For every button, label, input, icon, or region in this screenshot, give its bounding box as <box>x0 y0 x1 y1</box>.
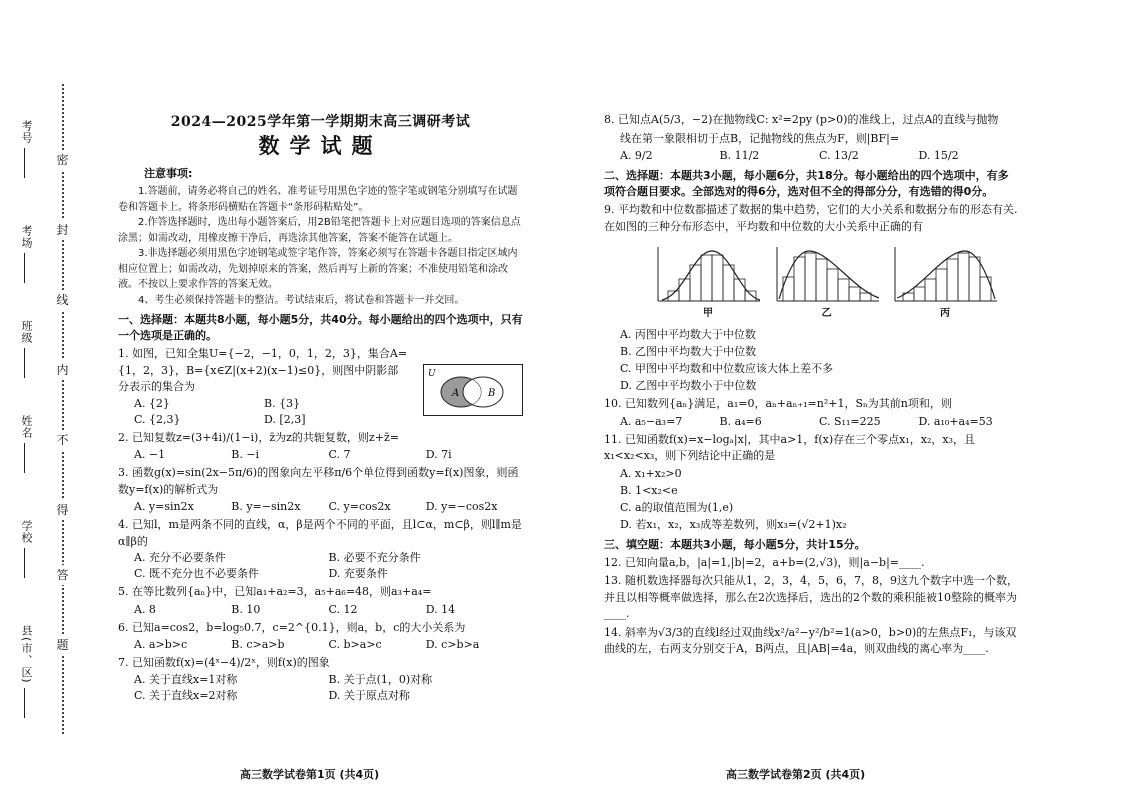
question-11-option: B. 1<x₂<e <box>620 483 678 497</box>
question-11-option: A. x₁+x₂>0 <box>620 466 682 480</box>
venn-label-b: B <box>488 388 496 399</box>
seal-char: 内 <box>56 360 69 380</box>
section-heading: 二、选择题：本题共3小题，每小题6分，共18分。每小题给出的四个选项中，有多项符合题目要求。全部选对的得6分，选对但不全的得部分分，有选错的得0分。 <box>604 169 1009 198</box>
question-8-options: A. 9/2 B. 11/2 C. 13/2 D. 15/2 <box>620 149 959 162</box>
note-item: 3.非选择题必须用黑色字迹钢笔或签字笔作答，答案必须写在答题卡各题目指定区域内相应位置上；如需改动，先划掉原来的答案，然后再写上新的答案；不准使用铅笔和涂改液。不按以上要求作答的答案无效。 <box>118 248 518 290</box>
page-2-footer: 高三数学试卷第2页 (共4页) <box>726 768 866 781</box>
seal-char: 线 <box>56 290 69 310</box>
question-7-options: A. 关于直线x=1对称 B. 关于点(1，0)对称 C. 关于直线x=2对称 D. 关于原点对称 <box>134 672 433 702</box>
section-heading: 三、填空题：本题共3小题，每小题5分，共计15分。 <box>604 537 866 551</box>
question-8: 8. 已知点A(5/3，−2)在抛物线C: x²=2py (p>0)的准线上，过点A的直线与抛物 <box>604 113 999 126</box>
chart-yi <box>773 243 881 322</box>
chart-yi-svg <box>773 243 881 305</box>
page-1-footer: 高三数学试卷第1页 (共4页) <box>240 768 380 781</box>
note-item: 1.答题前，请务必将自己的姓名、准考证号用黑色字迹的签字笔或钢笔分别填写在试题卷和答题卡上。将条形码横贴在答题卡“条形码粘贴处”。 <box>118 186 518 213</box>
field-exam-number: 考号 <box>18 120 40 178</box>
question-11-option: D. 若x₁，x₂，x₃成等差数列，则x₃=(√2+1)x₂ <box>620 517 847 531</box>
note-item: 2.作答选择题时，选出每小题答案后，用2B铅笔把答题卡上对应题目选项的答案信息点涂黑；如需改动，用橡皮擦干净后，再选涂其他答案，答案不能答在试题上。 <box>118 217 521 244</box>
question-12: 12. 已知向量a,b，|a|=1,|b|=2，a+b=(2,√3)，则|a−b|=____. <box>604 555 925 569</box>
seal-char: 不 <box>56 430 69 450</box>
venn-label-a: A <box>452 388 460 399</box>
chart-jia-svg <box>654 243 762 305</box>
notes-heading: 注意事项: <box>144 167 193 180</box>
subject-title: 数学试题 <box>258 133 383 158</box>
page-2-column <box>604 110 1018 658</box>
venn-svg <box>424 365 524 417</box>
exam-title: 2024—2025学年第一学期期末高三调研考试 <box>170 114 471 130</box>
note-item: 4、考生必须保持答题卡的整洁。考试结束后，将试卷和答题卡一并交回。 <box>138 294 465 306</box>
question-10: 10. 已知数列{aₙ}满足，a₁=0，aₙ+aₙ₊₁=n²+1，Sₙ为其前n项和，则 <box>604 397 952 410</box>
venn-diagram <box>423 364 523 416</box>
binding-margin <box>0 0 110 794</box>
question-9-option: D. 乙图中平均数小于中位数 <box>620 379 757 392</box>
section-heading: 一、选择题：本题共8小题，每小题5分，共40分。每小题给出的四个选项中，只有一个选项是正确的。 <box>118 313 523 342</box>
question-10-options: A. a₅−a₃=7 B. a₄=6 C. S₁₁=225 D. a₁₀+a₄=53 <box>620 414 993 428</box>
field-county: 县(市、区) <box>18 625 40 718</box>
chart-jia <box>654 243 762 322</box>
question-1: 1. 如图，已知全集U={−2，−1，0，1，2，3}，集合A={1，2，3}，B={x∈Z|(x+2)(x−1)≤0}，则图中阴影部分表示的集合为 <box>118 347 408 393</box>
seal-char: 得 <box>56 500 69 520</box>
field-exam-room: 考场 <box>18 225 40 283</box>
question-2-options: A. −1 B. −i C. 7 D. 7i <box>134 448 452 461</box>
question-13: 13. 随机数选择器每次只能从1，2，3，4，5，6，7，8，9这九个数字中选一个数，并且以相等概率做选择，那么在2次选择后，选出的2个数的乘积能被10整除的概率为____. <box>604 574 1018 620</box>
chart-bing-svg <box>891 243 999 305</box>
field-school: 学校 <box>18 520 40 578</box>
seal-char: 封 <box>56 220 69 240</box>
distribution-charts <box>654 243 999 322</box>
chart-label: 乙 <box>821 308 832 319</box>
chart-label: 甲 <box>703 308 713 319</box>
seal-char: 答 <box>56 565 69 585</box>
question-11: 11. 已知函数f(x)=x−logₐ|x|，其中a>1，f(x)存在三个零点x₁，x₂，x₃，且x₁<x₂<x₃，则下列结论中正确的是 <box>604 432 975 462</box>
question-4-options: A. 充分不必要条件 B. 必要不充分条件 C. 既不充分也不必要条件 D. 充要条件 <box>134 551 421 580</box>
question-2: 2. 已知复数z=(3+4i)/(1−i)，z̄为z的共轭复数，则z+z̄= <box>118 430 399 444</box>
seal-char: 密 <box>56 150 69 170</box>
question-9-option: B. 乙图中平均数大于中位数 <box>620 345 757 358</box>
field-name: 姓名 <box>18 415 40 473</box>
chart-bing <box>891 243 999 322</box>
field-class: 班级 <box>18 320 40 378</box>
question-6-options: A. a>b>c B. c>a>b C. b>a>c D. c>b>a <box>134 638 480 651</box>
question-9: 9. 平均数和中位数都描述了数据的集中趋势，它们的大小关系和数据分布的形态有关.在如图的三种分布形态中，平均数和中位数的大小关系中正确的有 <box>604 203 1018 233</box>
question-7: 7. 已知函数f(x)=(4ˣ−4)/2ˣ，则f(x)的图象 <box>118 656 330 669</box>
question-9-option: C. 甲图中平均数和中位数应该大体上差不多 <box>620 362 834 375</box>
question-3: 3. 函数g(x)=sin(2x−5π/6)的图象向左平移π/6个单位得到函数y=f(x)图象，则函数y=f(x)的解析式为 <box>118 466 519 496</box>
question-4: 4. 已知l，m是两条不同的直线，α，β是两个不同的平面，且l⊂α，m⊂β，则l∥m是α∥β的 <box>118 518 522 548</box>
question-11-option: C. a的取值范围为(1,e) <box>620 500 734 514</box>
question-5: 5. 在等比数列{aₙ}中，已知a₁+a₂=3，a₅+a₆=48，则a₃+a₄= <box>118 585 432 598</box>
question-1-options: A. {2} B. {3} C. {2,3} D. [2,3] <box>134 396 306 426</box>
seal-char: 题 <box>56 635 69 655</box>
question-3-options: A. y=sin2x B. y=−sin2x C. y=cos2x D. y=−cos2x <box>134 500 498 513</box>
venn-label-u: U <box>428 369 436 379</box>
question-8-cont: 线在第一象限相切于点B，记抛物线的焦点为F，则|BF|= <box>620 131 900 145</box>
question-9-option: A. 丙图中平均数大于中位数 <box>620 328 756 341</box>
chart-label: 丙 <box>940 308 950 319</box>
page-1-column <box>118 110 523 704</box>
question-5-options: A. 8 B. 10 C. 12 D. 14 <box>134 602 456 616</box>
question-6: 6. 已知a=cos2，b=log₅0.7，c=2^{0.1}，则a，b，c的大小关系为 <box>118 620 466 634</box>
question-14: 14. 斜率为√3/3的直线l经过双曲线x²/a²−y²/b²=1(a>0，b>0)的左焦点F₁，与该双曲线的左，右两支分别交于A，B两点，且|AB|=4a，则双曲线的离心率为____. <box>604 625 1017 655</box>
